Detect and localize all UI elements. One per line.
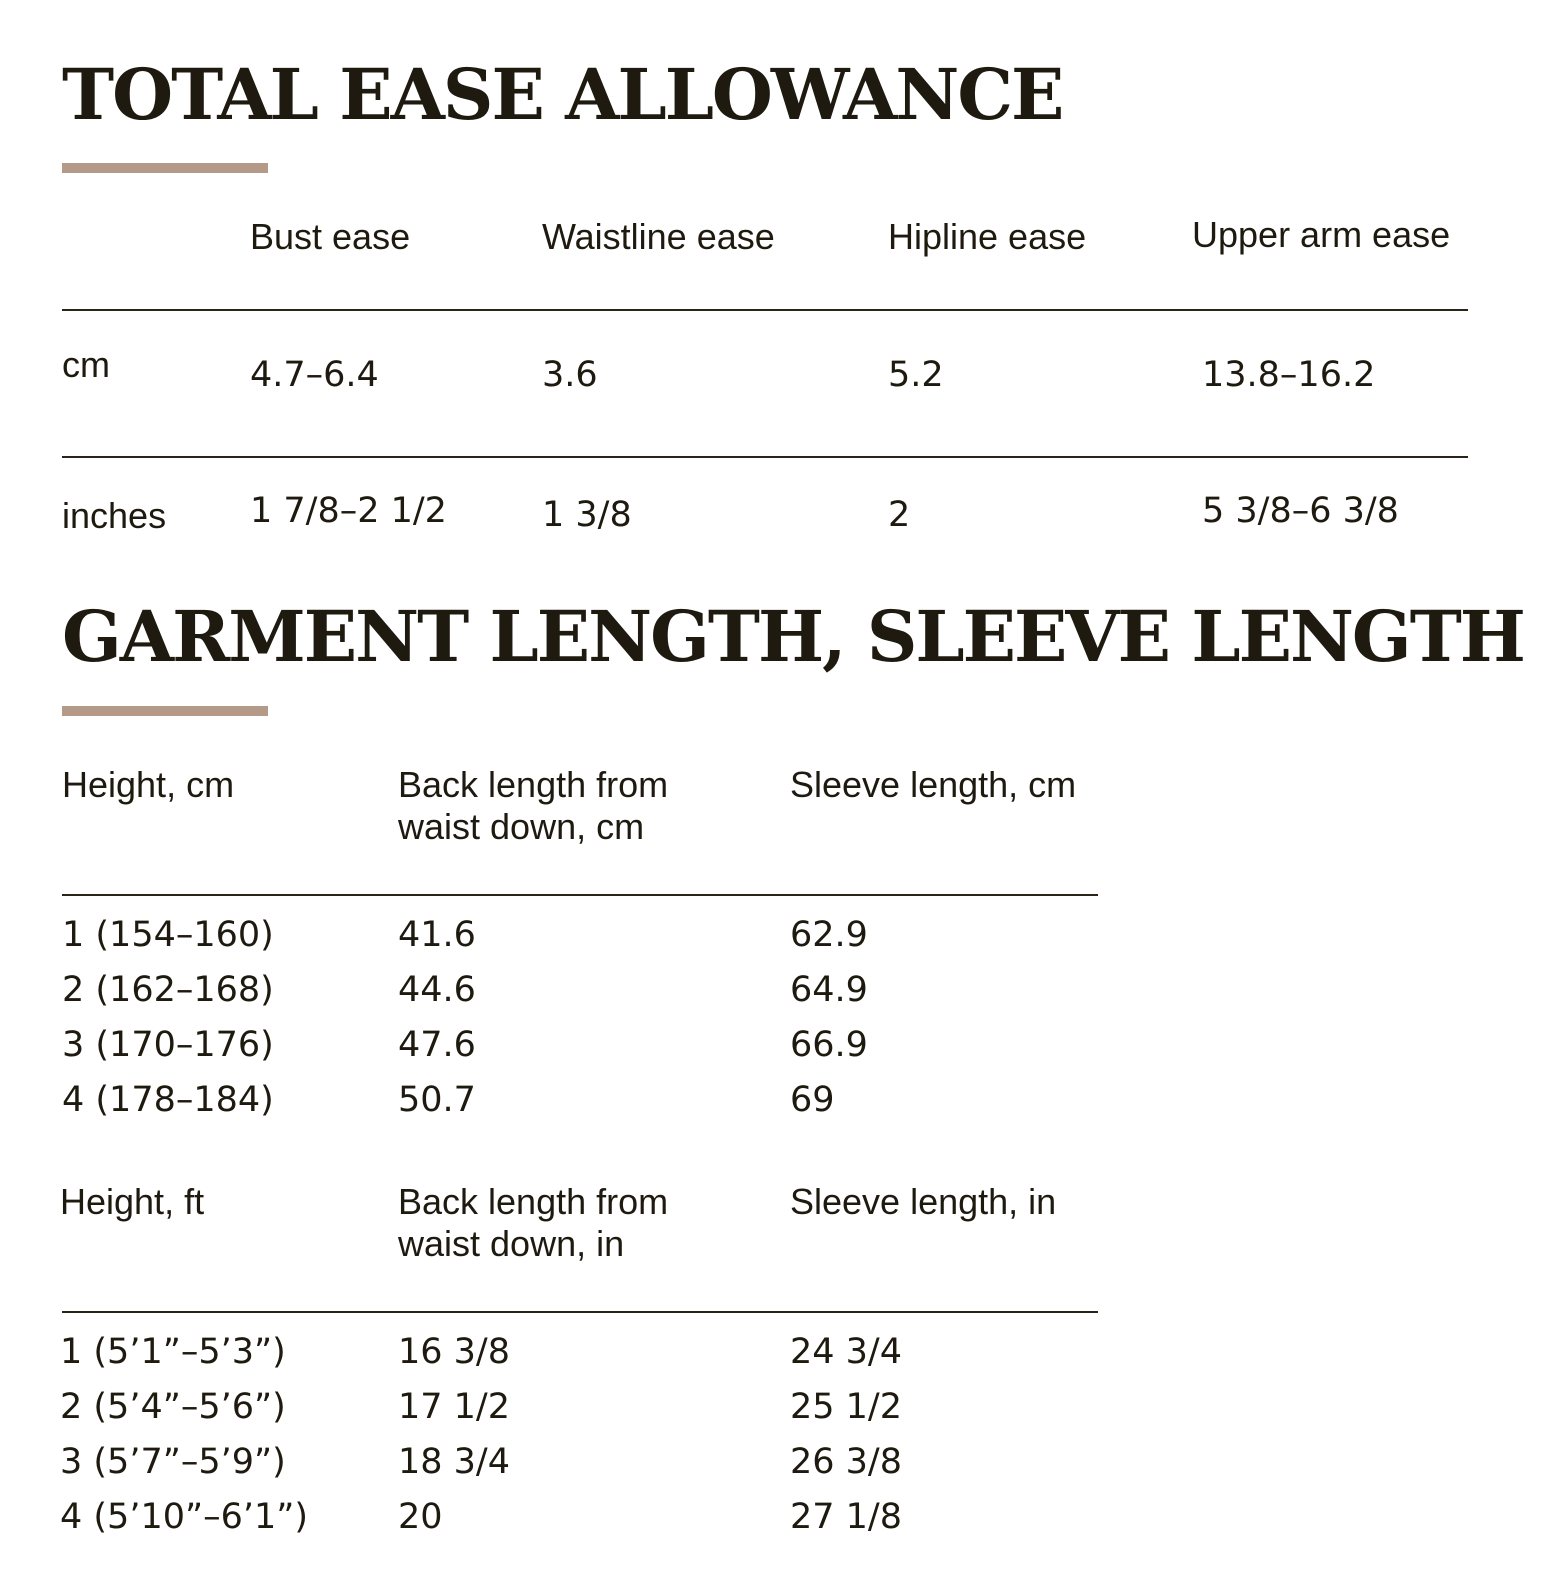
length-in-header-height: Height, ft bbox=[60, 1181, 205, 1222]
length-in-divider bbox=[62, 1311, 1098, 1313]
length-cm-row-4-height: 4 (178–184) bbox=[62, 1080, 274, 1120]
ease-row-inches-label: inches bbox=[62, 495, 167, 536]
ease-header-divider bbox=[62, 309, 1468, 311]
length-in-row-1-sleeve: 24 3/4 bbox=[790, 1332, 902, 1372]
ease-in-hipline: 2 bbox=[888, 495, 911, 535]
length-in-row-1-back: 16 3/8 bbox=[398, 1332, 510, 1372]
length-cm-header-sleeve: Sleeve length, cm bbox=[790, 764, 1077, 805]
length-in-row-2-height: 2 (5’4”–5’6”) bbox=[60, 1387, 286, 1427]
length-in-row-3-sleeve: 26 3/8 bbox=[790, 1442, 902, 1482]
length-in-row-2-back: 17 1/2 bbox=[398, 1387, 510, 1427]
length-in-row-4-height: 4 (5’10”–6’1”) bbox=[60, 1497, 309, 1537]
length-cm-row-4-sleeve: 69 bbox=[790, 1080, 835, 1120]
ease-in-bust: 1 7/8–2 1/2 bbox=[250, 491, 447, 531]
length-in-row-2-sleeve: 25 1/2 bbox=[790, 1387, 902, 1427]
length-cm-row-1-height: 1 (154–160) bbox=[62, 915, 274, 955]
ease-row-divider bbox=[62, 456, 1468, 458]
ease-row-cm-label: cm bbox=[62, 344, 110, 385]
length-in-header-sleeve: Sleeve length, in bbox=[790, 1181, 1057, 1222]
ease-section-title: TOTAL EASE ALLOWANCE bbox=[62, 53, 1063, 136]
length-cm-row-1-sleeve: 62.9 bbox=[790, 915, 868, 955]
length-in-row-4-sleeve: 27 1/8 bbox=[790, 1497, 902, 1537]
ease-title-accent-bar bbox=[62, 163, 268, 173]
length-in-header-back-length: Back length from waist down, in bbox=[398, 1181, 669, 1264]
ease-cm-hipline: 5.2 bbox=[888, 355, 944, 395]
length-cm-divider bbox=[62, 894, 1098, 896]
length-cm-row-2-sleeve: 64.9 bbox=[790, 970, 868, 1010]
ease-header-waistline: Waistline ease bbox=[542, 216, 775, 257]
length-section-title: GARMENT LENGTH, SLEEVE LENGTH bbox=[62, 595, 1524, 678]
length-cm-row-3-height: 3 (170–176) bbox=[62, 1025, 274, 1065]
length-title-accent-bar bbox=[62, 706, 268, 716]
ease-cm-bust: 4.7–6.4 bbox=[250, 355, 379, 395]
length-cm-header-height: Height, cm bbox=[62, 764, 235, 805]
ease-header-hipline: Hipline ease bbox=[888, 216, 1087, 257]
ease-in-upper-arm: 5 3/8–6 3/8 bbox=[1202, 491, 1399, 531]
length-cm-row-4-back: 50.7 bbox=[398, 1080, 476, 1120]
length-in-row-3-height: 3 (5’7”–5’9”) bbox=[60, 1442, 286, 1482]
ease-in-waistline: 1 3/8 bbox=[542, 495, 632, 535]
length-in-row-3-back: 18 3/4 bbox=[398, 1442, 510, 1482]
ease-cm-upper-arm: 13.8–16.2 bbox=[1202, 355, 1376, 395]
length-cm-row-2-back: 44.6 bbox=[398, 970, 476, 1010]
length-cm-row-1-back: 41.6 bbox=[398, 915, 476, 955]
length-in-row-1-height: 1 (5’1”–5’3”) bbox=[60, 1332, 286, 1372]
length-in-row-4-back: 20 bbox=[398, 1497, 443, 1537]
length-cm-row-3-sleeve: 66.9 bbox=[790, 1025, 868, 1065]
ease-header-upper-arm: Upper arm ease bbox=[1192, 214, 1451, 255]
ease-header-bust: Bust ease bbox=[250, 216, 411, 257]
ease-cm-waistline: 3.6 bbox=[542, 355, 598, 395]
length-cm-row-3-back: 47.6 bbox=[398, 1025, 476, 1065]
length-cm-row-2-height: 2 (162–168) bbox=[62, 970, 274, 1010]
length-cm-header-back-length: Back length from waist down, cm bbox=[398, 764, 669, 847]
